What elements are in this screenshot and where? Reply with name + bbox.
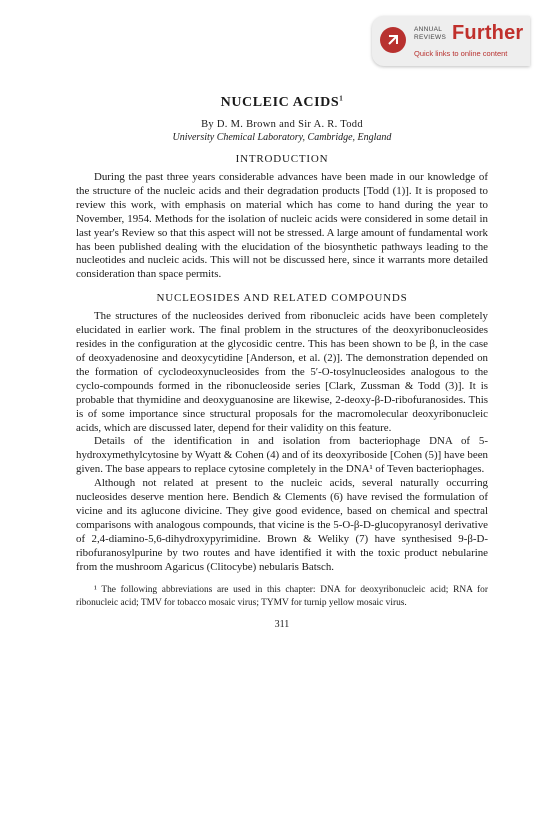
page-number: 311 bbox=[274, 619, 290, 631]
annual-reviews-further-banner[interactable] bbox=[372, 16, 530, 66]
paragraph: Although not related at present to the nucleic acids, several naturally occurring nucleosides deserve mention here. Bendich & Clements (6) have revised the formulation of vicine and its aglucone divicine. They give good evidence, based on chemical and spectral comparisons with analogous compounds, that vicine is the 5-O-β-D-glucopyranosyl derivative of 2,4-diamino-5,6-dihydroxypyrimidine. Brown & Weliky (7) have synthesised 9-β-D-ribofuranosylpurine by two routes and have identified it with the toxic product nebularine from the mushroom Agaricus (Clitocybe) nebularis Batsch. bbox=[76, 477, 488, 573]
section-heading-nucleosides: NUCLEOSIDES AND RELATED COMPOUNDS bbox=[156, 292, 408, 305]
further-label: Further bbox=[452, 22, 524, 44]
quick-links-text[interactable]: Quick links to online content bbox=[414, 49, 508, 58]
paragraph: Details of the identification in and isolation from bacteriophage DNA of 5-hydroxymethylcytosine by Wyatt & Cohen (4) and of its deoxyriboside [Cohen (5)] have been given. The base appears to replace cytosine completely in the DNA¹ of Teven bacteriophages. bbox=[76, 435, 488, 476]
article-title-text: NUCLEIC ACIDS bbox=[220, 95, 340, 110]
title-footnote-marker: 1 bbox=[339, 94, 344, 103]
article-title bbox=[76, 95, 488, 115]
byline: By D. M. Brown and Sir A. R. Todd bbox=[201, 119, 363, 130]
affiliation: University Chemical Laboratory, Cambridge, England bbox=[172, 132, 392, 143]
reviews-label: REVIEWS bbox=[414, 33, 447, 41]
annual-label: ANNUAL bbox=[414, 26, 443, 33]
footnote: ¹ The following abbreviations are used in this chapter: DNA for deoxyribonucleic acid; RNA for ribonucleic acid; TMV for tobacco mosaic virus; TYMV for turnip yellow mosaic virus. bbox=[76, 585, 488, 608]
section-heading-introduction: INTRODUCTION bbox=[235, 153, 329, 165]
paragraph: The structures of the nucleosides derived from ribonucleic acids have been completely elucidated in earlier work. The final problem in the structures of the deoxyribonucleosides resides in the configuration at the glycosidic centre. This has been shown to be β, in the case of deoxyadenosine and deoxycytidine [Anderson, et al. (2)]. The demonstration depended on the formation of cyclodeoxynucleosides from the 5′-O-tosylnucleosides analogous to the cyclo-compounds formed in the ribonucleoside series [Clark, Zussman & Todd (3)]. It is probable that thymidine and deoxyguanosine are likewise, 2-deoxy-β-D-ribofuranosides. This is of some importance since structural proposals for the macromolecular deoxyribonucleic acids, which are discussed later, depend for their validity on this feature. bbox=[76, 310, 488, 434]
arrow-icon bbox=[380, 27, 406, 53]
paragraph: During the past three years considerable advances have been made in our knowledge of the structure of the nucleic acids and their degradation products [Todd (1)]. It is proposed to review this work, with emphasis on material which has come to hand during the year to November, 1954. Methods for the isolation of nucleic acids were considered in some detail in last year's Review so that this aspect will not be stressed. A large amount of fundamental work has been published dealing with the elucidation of the biosynthetic pathways leading to the nucleotides and nucleic acids. This will not be discussed here, since it warrants more detailed consideration than space permits. bbox=[76, 171, 488, 281]
annual-reviews-logo bbox=[414, 26, 446, 41]
article-page bbox=[76, 95, 488, 630]
